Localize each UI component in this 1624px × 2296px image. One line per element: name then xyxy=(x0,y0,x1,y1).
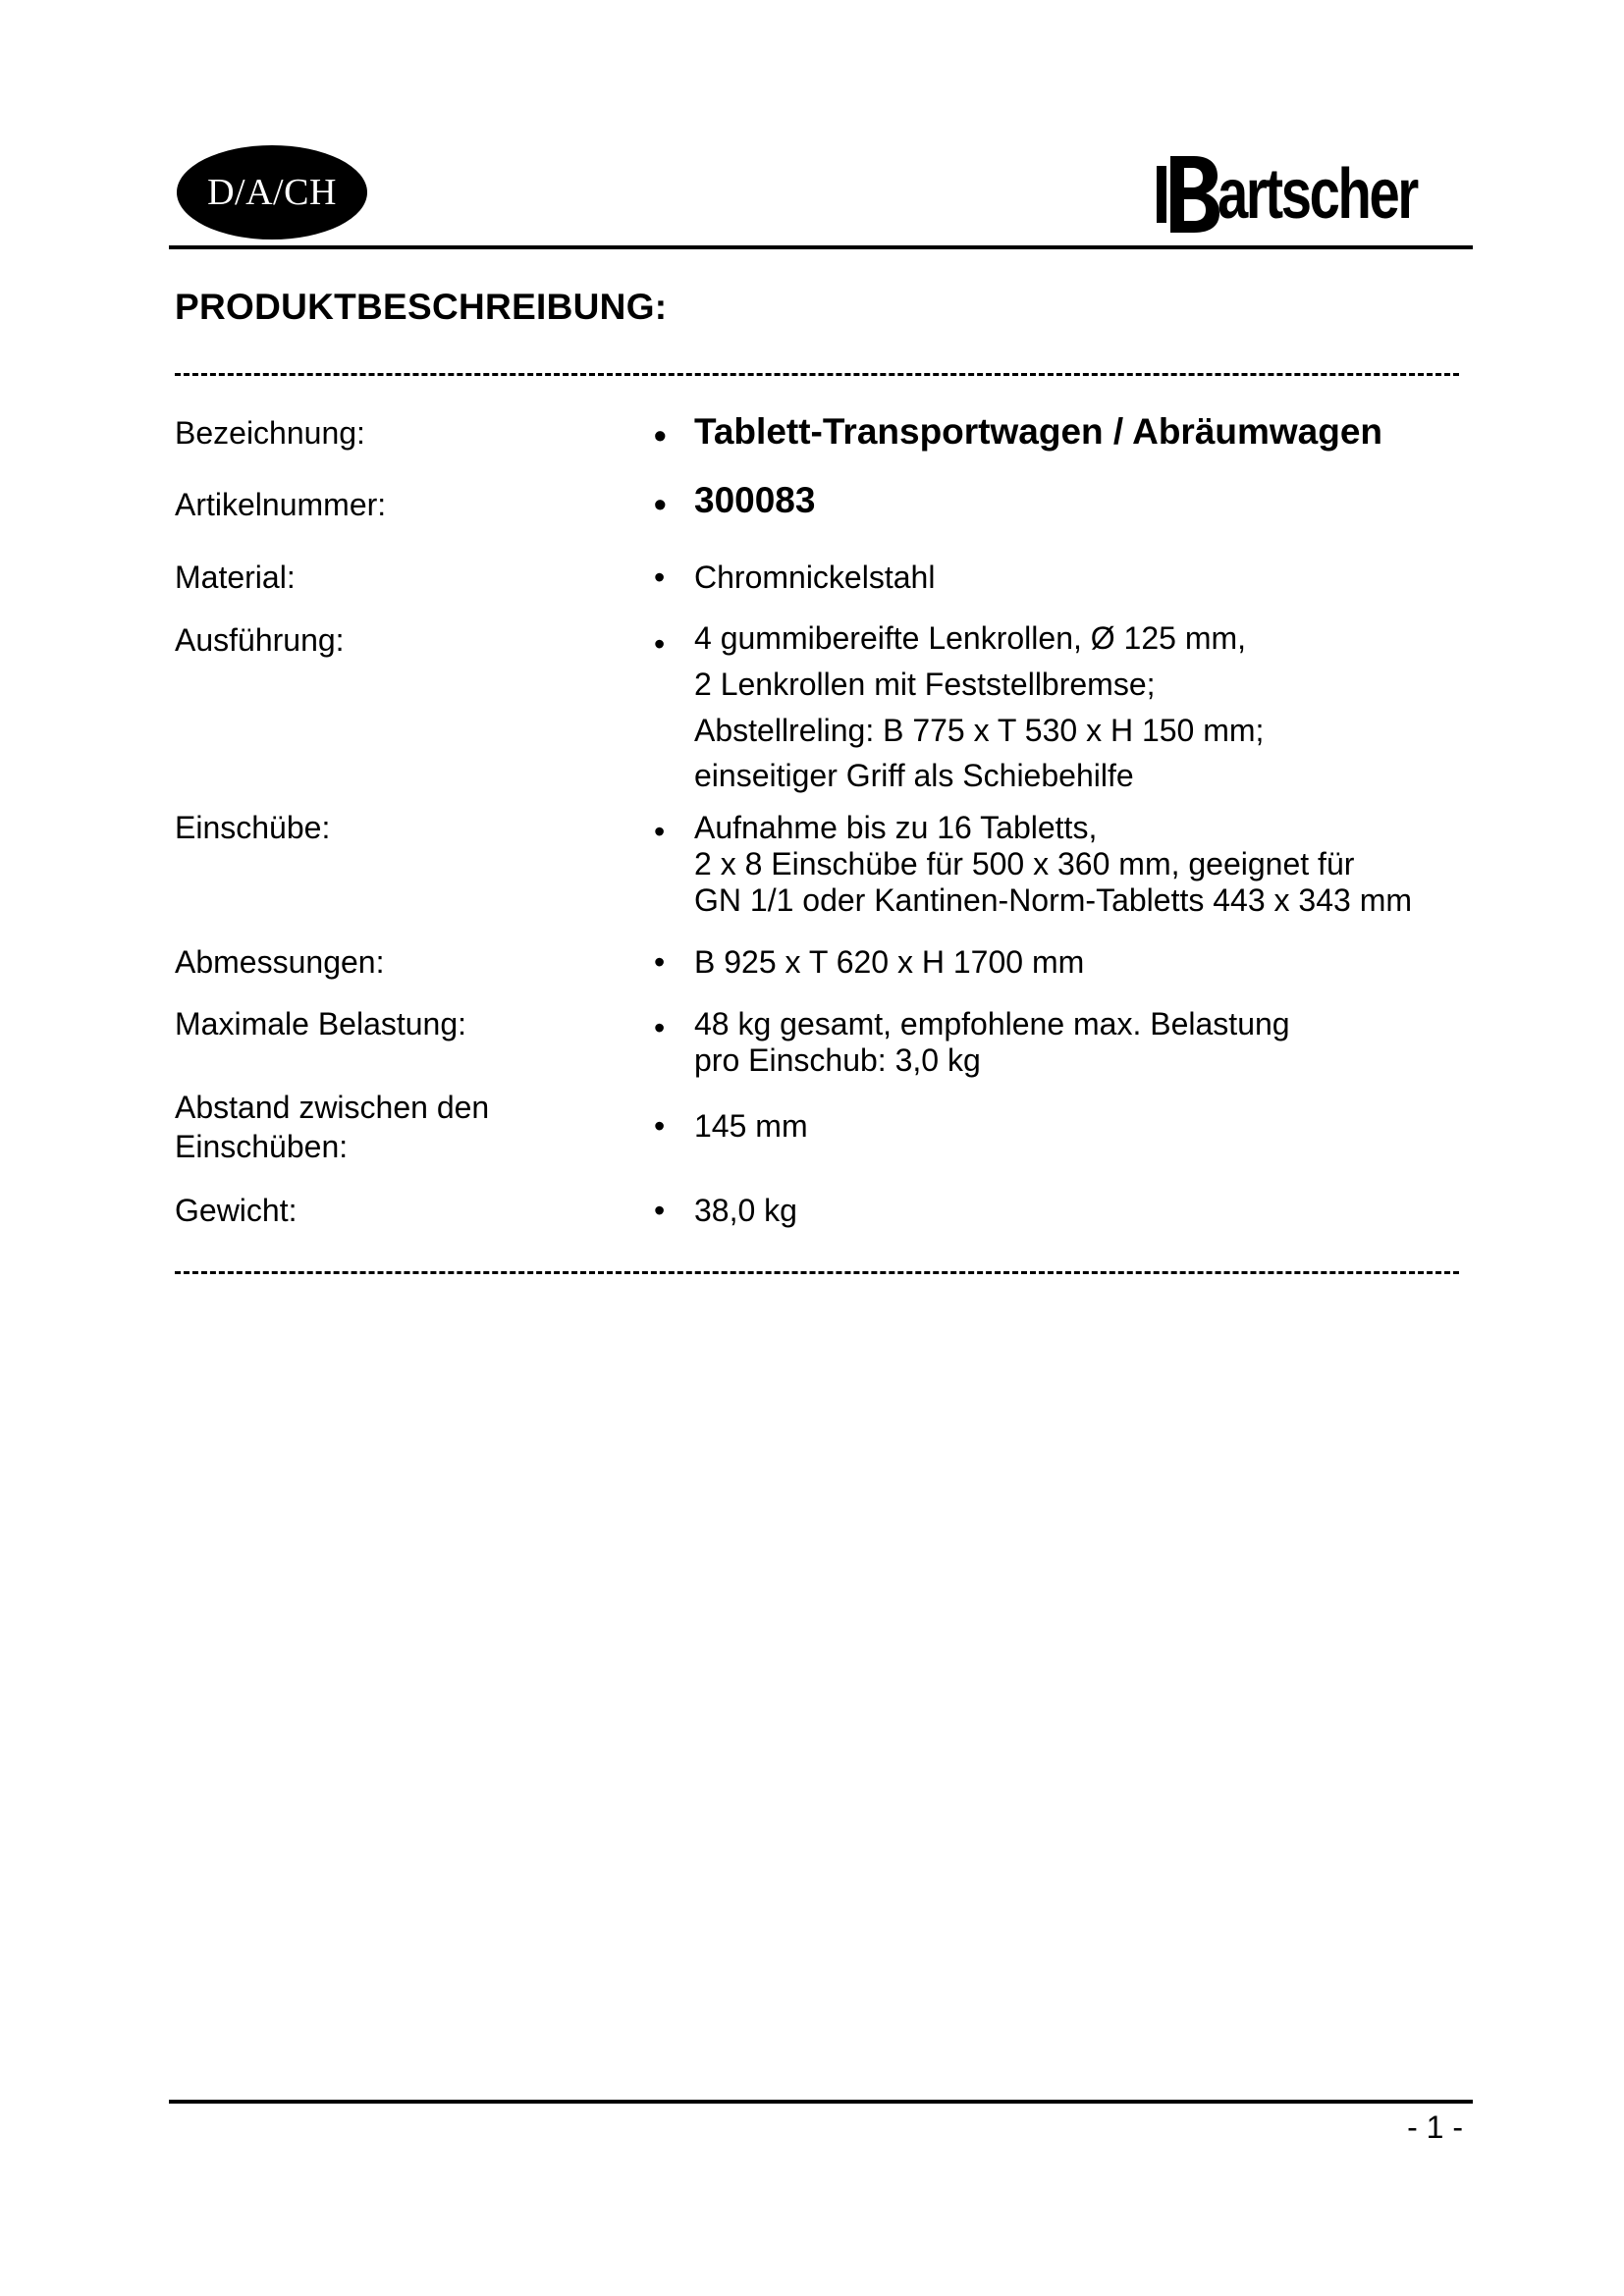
spec-value-ausfuehrung-line2: 2 Lenkrollen mit Feststellbremse; xyxy=(694,667,1156,702)
spec-value-abstand: 145 mm xyxy=(694,1108,808,1144)
region-badge: D/A/CH xyxy=(177,145,367,240)
bullet-icon: • xyxy=(654,1193,666,1228)
spec-label-artikelnummer: Artikelnummer: xyxy=(175,487,387,522)
spec-value-gewicht: 38,0 kg xyxy=(694,1193,797,1228)
spec-value-einschuebe-line2: 2 x 8 Einschübe für 500 x 360 mm, geeignet für xyxy=(694,846,1355,881)
spec-label-ausfuehrung: Ausführung: xyxy=(175,622,345,658)
spec-value-ausfuehrung-line4: einseitiger Griff als Schiebehilfe xyxy=(694,758,1134,793)
spec-label-einschuebe: Einschübe: xyxy=(175,810,331,845)
page-header xyxy=(169,137,1473,247)
spec-label-maximale-belastung: Maximale Belastung: xyxy=(175,1006,467,1041)
bullet-icon: • xyxy=(654,1108,666,1144)
bullet-icon: • xyxy=(654,626,666,662)
spec-value-einschuebe-line3: GN 1/1 oder Kantinen-Norm-Tabletts 443 x 343 mm xyxy=(694,882,1412,918)
spec-label-material: Material: xyxy=(175,560,296,595)
spec-value-ausfuehrung-line1: 4 gummibereifte Lenkrollen, Ø 125 mm, xyxy=(694,620,1247,656)
header-rule xyxy=(169,245,1473,249)
spec-label-abstand-line1: Abstand zwischen den xyxy=(175,1090,490,1125)
bullet-icon: • xyxy=(654,814,666,849)
spec-value-artikelnummer: 300083 xyxy=(694,480,816,520)
spec-value-abmessungen: B 925 x T 620 x H 1700 mm xyxy=(694,944,1085,980)
spec-value-einschuebe-line1: Aufnahme bis zu 16 Tabletts, xyxy=(694,810,1098,845)
bullet-icon: • xyxy=(654,560,666,595)
dashed-divider-top xyxy=(175,373,1459,376)
brand-b-icon xyxy=(1157,152,1221,237)
footer-rule xyxy=(169,2100,1473,2104)
page-title: PRODUKTBESCHREIBUNG: xyxy=(175,287,668,327)
bullet-icon: • xyxy=(654,415,667,455)
spec-label-bezeichnung: Bezeichnung: xyxy=(175,415,365,451)
bullet-icon: • xyxy=(654,1010,666,1045)
bartscher-logo xyxy=(1157,145,1473,243)
spec-label-abmessungen: Abmessungen: xyxy=(175,944,385,980)
dashed-divider-bottom xyxy=(175,1271,1459,1274)
spec-value-maximale-belastung-line1: 48 kg gesamt, empfohlene max. Belastung xyxy=(694,1006,1290,1041)
spec-value-ausfuehrung-line3: Abstellreling: B 775 x T 530 x H 150 mm; xyxy=(694,713,1265,748)
bullet-icon: • xyxy=(654,944,666,980)
spec-value-bezeichnung: Tablett-Transportwagen / Abräumwagen xyxy=(694,411,1383,452)
bullet-icon: • xyxy=(654,484,667,524)
spec-label-gewicht: Gewicht: xyxy=(175,1193,298,1228)
spec-label-abstand-line2: Einschüben: xyxy=(175,1129,349,1164)
spec-value-material: Chromnickelstahl xyxy=(694,560,936,595)
page-number: - 1 - xyxy=(1407,2109,1463,2145)
spec-value-maximale-belastung-line2: pro Einschub: 3,0 kg xyxy=(694,1042,981,1078)
brand-wordmark: artscher xyxy=(1217,155,1417,234)
